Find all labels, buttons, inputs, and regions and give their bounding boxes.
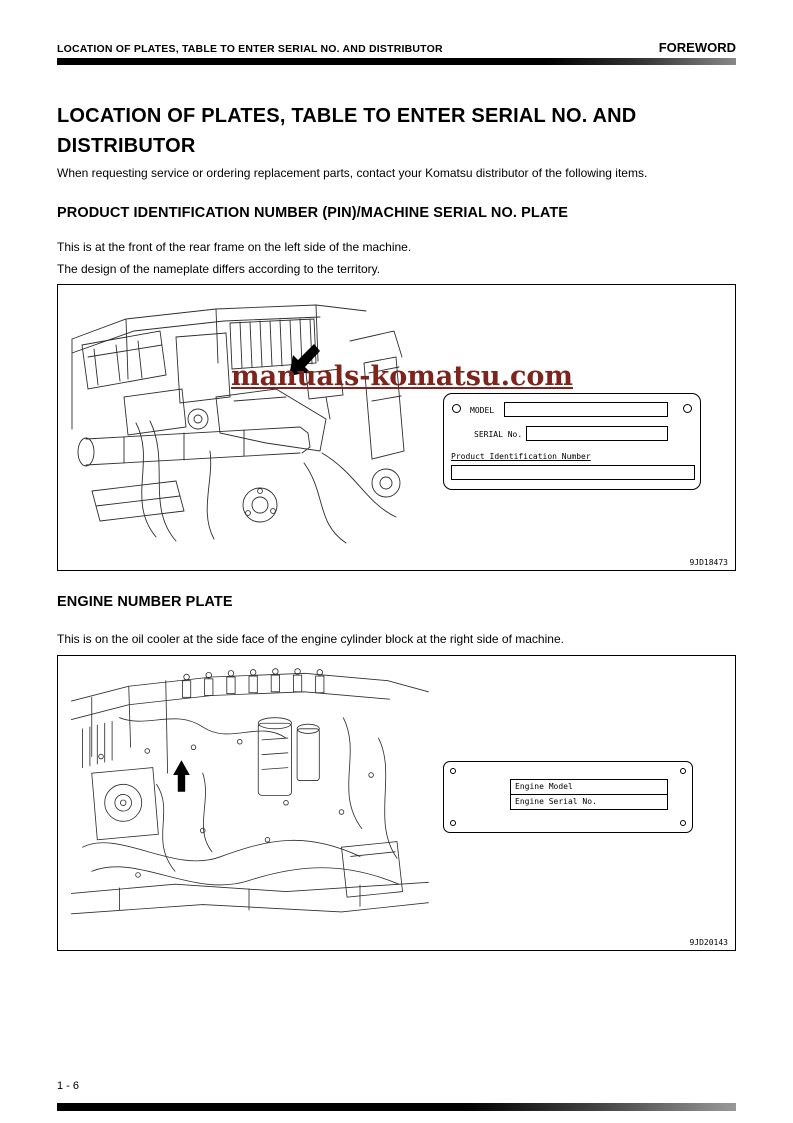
running-header-section: FOREWORD	[658, 40, 736, 55]
page-title-line1: LOCATION OF PLATES, TABLE TO ENTER SERIAL NO. AND	[57, 105, 637, 127]
page-number: 1 - 6	[57, 1080, 80, 1092]
bolt-hole-bottom-right-icon	[680, 820, 686, 826]
pin-nameplate	[443, 393, 701, 490]
pin-plate-figure	[57, 284, 736, 571]
pin-section-heading: PRODUCT IDENTIFICATION NUMBER (PIN)/MACHINE SERIAL NO. PLATE	[57, 205, 569, 221]
intro-paragraph: When requesting service or ordering replacement parts, contact your Komatsu distributor of the following items.	[57, 166, 648, 180]
engine-model-row: Engine Model	[510, 779, 668, 795]
serial-label: SERIAL No.	[474, 430, 523, 439]
engine-body-line1: This is on the oil cooler at the side face of the engine cylinder block at the right side of machine.	[57, 632, 564, 646]
engine-section-heading: ENGINE NUMBER PLATE	[57, 594, 233, 610]
engine-serial-row: Engine Serial No.	[510, 794, 668, 810]
bolt-hole-top-left-icon	[450, 768, 456, 774]
pin-field	[451, 465, 695, 480]
page-title	[57, 101, 636, 161]
running-header-title: LOCATION OF PLATES, TABLE TO ENTER SERIAL NO. AND DISTRIBUTOR	[57, 43, 443, 55]
engine-section-body	[57, 628, 564, 650]
page-title-line2: DISTRIBUTOR	[57, 135, 196, 157]
machine-line-art	[64, 301, 444, 551]
model-label: MODEL	[470, 406, 495, 415]
engine-nameplate	[443, 761, 693, 833]
bolt-hole-top-right-icon	[680, 768, 686, 774]
bolt-hole-bottom-left-icon	[450, 820, 456, 826]
plate-location-arrow-icon	[173, 760, 190, 791]
bolt-hole-left-icon	[452, 404, 461, 413]
engine-plate-figure	[57, 655, 736, 951]
serial-field	[526, 426, 668, 441]
model-field	[504, 402, 668, 417]
watermark-text: manuals-komatsu.com	[231, 361, 573, 392]
header-rule	[57, 58, 736, 65]
figure-code: 9JD20143	[689, 938, 728, 947]
pin-body-line2: The design of the nameplate differs according to the territory.	[57, 262, 381, 276]
engine-plate-fields	[510, 779, 668, 810]
figure-code: 9JD18473	[689, 558, 728, 567]
pin-body-line1: This is at the front of the rear frame on the left side of the machine.	[57, 240, 412, 254]
pin-section-body	[57, 236, 411, 280]
engine-line-art	[64, 662, 434, 926]
bolt-hole-right-icon	[683, 404, 692, 413]
footer-rule	[57, 1103, 736, 1111]
pin-label: Product Identification Number	[451, 452, 591, 461]
